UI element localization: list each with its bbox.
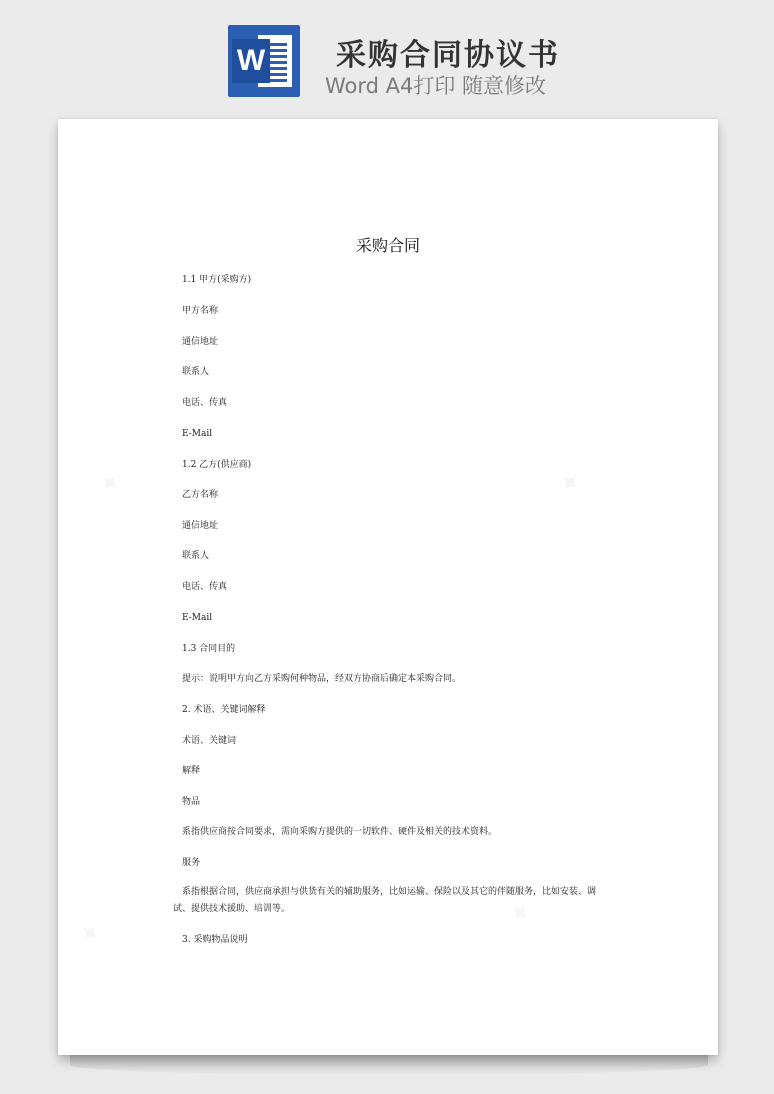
paragraph: 电话、传真 [182, 398, 228, 408]
paragraph: 服务 [182, 858, 201, 868]
paragraph: 解释 [182, 766, 201, 776]
paragraph: 提示：说明甲方向乙方采购何种物品，经双方协商后确定本采购合同。 [182, 674, 462, 684]
paragraph: 物品 [182, 797, 201, 807]
word-icon [228, 25, 300, 97]
header [0, 0, 774, 110]
paragraph: 乙方名称 [182, 490, 219, 500]
paragraph: 2. 术语、关键词解释 [182, 705, 266, 715]
paragraph: 通信地址 [182, 521, 219, 531]
watermark [71, 915, 107, 952]
paragraph: 甲方名称 [182, 306, 219, 316]
paragraph: 联系人 [182, 367, 210, 377]
page-shadow [70, 1055, 708, 1075]
paragraph: E-Mail [182, 429, 213, 439]
paragraph: 系指根据合同，供应商承担与供货有关的辅助服务，比如运输、保险以及其它的伴随服务，比如安装、调试、提供技术援助、培训等。 [173, 887, 597, 914]
document-title: 采购合同 [355, 236, 420, 255]
paragraph: 1.2 乙方(供应商) [182, 460, 252, 470]
watermark [91, 465, 127, 502]
word-icon-letter: W [232, 39, 270, 83]
paragraph: 通信地址 [182, 337, 219, 347]
header-title: 采购合同协议书 [336, 38, 560, 73]
paragraph: 联系人 [182, 551, 210, 561]
paragraph: E-Mail [182, 613, 213, 623]
header-subtitle: Word A4打印 随意修改 [325, 74, 547, 98]
document-page [58, 119, 718, 1055]
paragraph: 1.3 合同目的 [182, 644, 236, 654]
paragraph: 术语、关键词 [182, 736, 237, 746]
paragraph: 1.1 甲方(采购方) [182, 275, 252, 285]
paragraph: 电话、传真 [182, 582, 228, 592]
paragraph: 系指供应商按合同要求，需向采购方提供的一切软件、硬件及相关的技术资料。 [182, 827, 498, 837]
paragraph: 3. 采购物品说明 [182, 935, 248, 945]
